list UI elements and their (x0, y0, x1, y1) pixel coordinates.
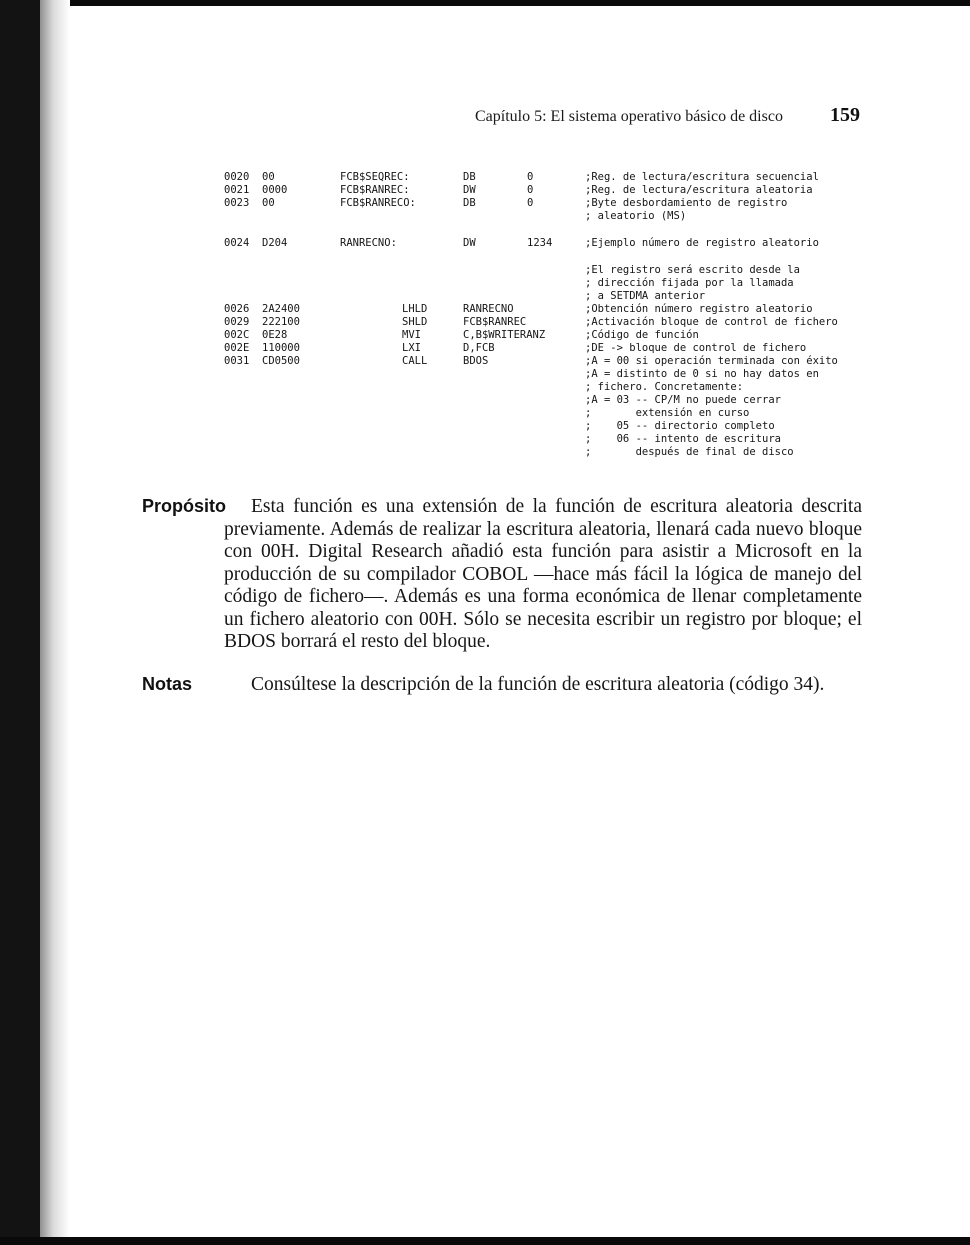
code-address: 0031 (224, 355, 250, 367)
code-opcode: CALL (402, 355, 428, 367)
code-comment: ;Reg. de lectura/escritura secuencial (585, 171, 819, 183)
code-address: 002E (224, 342, 250, 354)
page-number: 159 (830, 104, 860, 126)
code-value: 0 (527, 197, 534, 209)
code-comment: ;A = 00 si operación terminada con éxito (585, 355, 838, 367)
code-operand: C,B$WRITERANZ (463, 329, 546, 341)
notes-section (142, 674, 862, 724)
code-operand: RANRECNO (463, 303, 514, 315)
code-comment: ;Ejemplo número de registro aleatorio (585, 237, 819, 249)
code-bytes: D204 (262, 237, 288, 249)
code-line (0, 196, 970, 210)
code-directive: DW (463, 237, 476, 249)
code-value: 0 (527, 184, 534, 196)
code-directive: DW (463, 184, 476, 196)
notes-heading: Notas (142, 674, 193, 694)
code-line (0, 315, 970, 329)
code-bytes: CD0500 (262, 355, 300, 367)
code-comment: ;El registro será escrito desde la (585, 264, 800, 276)
code-directive: DB (463, 197, 476, 209)
code-comment: ; fichero. Concretamente: (585, 381, 744, 393)
code-bytes: 0E28 (262, 329, 288, 341)
code-line (0, 445, 970, 459)
purpose-text: Esta función es una extensión de la función de escritura aleatoria descrita previamente. Además de realizar la escritura aleatoria, llenará cada nuevo bloque con 00H. Digital Research añadió esta función para asistir a Microsoft en la producción de su compilador COBOL —hace más fácil la lógica de manejo del código de fichero—. Además es una forma económica de llenar completamente un fichero aleatorio con 00H. Sólo se necesita escribir un registro por bloque; el BDOS borrará el resto del bloque. (224, 496, 862, 652)
code-line (0, 341, 970, 355)
code-label: RANRECNO: (340, 237, 397, 249)
code-comment: ; a SETDMA anterior (585, 290, 706, 302)
code-comment: ; después de final de disco (585, 446, 794, 458)
code-bytes: 222100 (262, 316, 300, 328)
code-operand: D,FCB (463, 342, 495, 354)
code-address: 002C (224, 329, 250, 341)
code-line (0, 236, 970, 250)
code-line (0, 289, 970, 303)
code-line (0, 354, 970, 368)
code-label: FCB$RANREC: (340, 184, 410, 196)
code-address: 0029 (224, 316, 250, 328)
code-comment: ; extensión en curso (585, 407, 750, 419)
code-opcode: MVI (402, 329, 421, 341)
purpose-section (142, 496, 862, 656)
code-comment: ;Byte desbordamiento de registro (585, 197, 788, 209)
code-line (0, 406, 970, 420)
code-bytes: 110000 (262, 342, 300, 354)
code-comment: ; 06 -- intento de escritura (585, 433, 781, 445)
code-bytes: 0000 (262, 184, 288, 196)
code-bytes: 00 (262, 171, 275, 183)
code-opcode: LHLD (402, 303, 428, 315)
code-operand: FCB$RANREC (463, 316, 527, 328)
code-line (0, 393, 970, 407)
code-comment: ;Reg. de lectura/escritura aleatoria (585, 184, 813, 196)
code-line (0, 302, 970, 316)
code-comment: ; aleatorio (MS) (585, 210, 687, 222)
code-comment: ; 05 -- directorio completo (585, 420, 775, 432)
code-comment: ;Activación bloque de control de fichero (585, 316, 838, 328)
code-listing (0, 0, 970, 470)
code-line (0, 380, 970, 394)
code-address: 0026 (224, 303, 250, 315)
code-line (0, 263, 970, 277)
code-opcode: LXI (402, 342, 421, 354)
code-address: 0021 (224, 184, 250, 196)
running-head: Capítulo 5: El sistema operativo básico de disco (475, 108, 783, 125)
code-line (0, 209, 970, 223)
code-directive: DB (463, 171, 476, 183)
code-comment: ;DE -> bloque de control de fichero (585, 342, 807, 354)
code-line (0, 183, 970, 197)
scan-bottom-edge (0, 1237, 970, 1245)
code-address: 0023 (224, 197, 250, 209)
code-line (0, 170, 970, 184)
code-comment: ;A = 03 -- CP/M no puede cerrar (585, 394, 781, 406)
code-value: 1234 (527, 237, 553, 249)
code-operand: BDOS (463, 355, 489, 367)
code-comment: ; dirección fijada por la llamada (585, 277, 794, 289)
code-line (0, 276, 970, 290)
code-address: 0024 (224, 237, 250, 249)
code-comment: ;Código de función (585, 329, 699, 341)
code-line (0, 432, 970, 446)
code-address: 0020 (224, 171, 250, 183)
code-opcode: SHLD (402, 316, 428, 328)
code-line (0, 367, 970, 381)
code-label: FCB$RANRECO: (340, 197, 416, 209)
code-line (0, 328, 970, 342)
code-bytes: 2A2400 (262, 303, 300, 315)
purpose-heading: Propósito (142, 496, 226, 516)
code-bytes: 00 (262, 197, 275, 209)
code-value: 0 (527, 171, 534, 183)
code-comment: ;A = distinto de 0 si no hay datos en (585, 368, 819, 380)
code-label: FCB$SEQREC: (340, 171, 410, 183)
code-comment: ;Obtención número registro aleatorio (585, 303, 813, 315)
code-line (0, 419, 970, 433)
notes-text: Consúltese la descripción de la función de escritura aleatoria (código 34). (251, 674, 825, 695)
